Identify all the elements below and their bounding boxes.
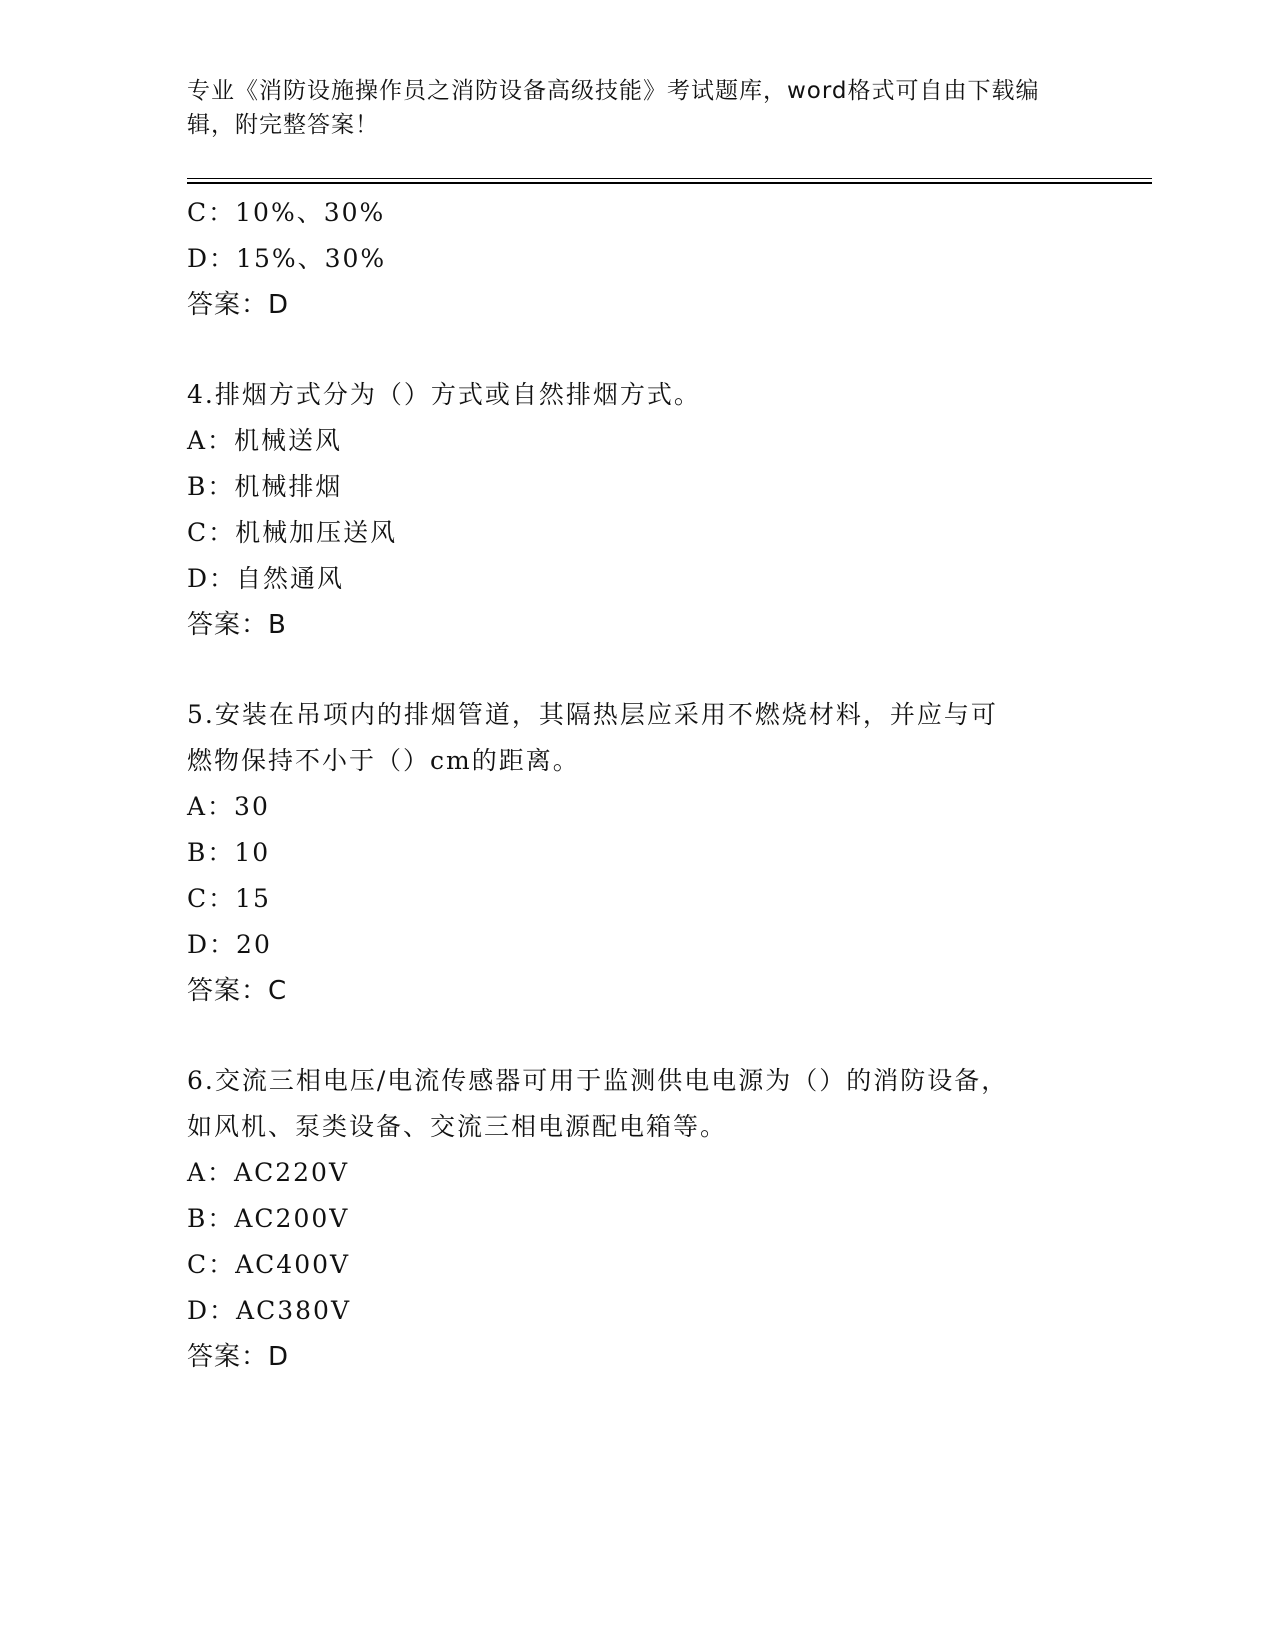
option-b: B：机械排烟 — [187, 472, 343, 501]
option-a: A：30 — [187, 792, 270, 821]
question-stem-line-1: 6.交流三相电压/电流传感器可用于监测供电电源为（）的消防设备， — [187, 1066, 1009, 1095]
option-c: C：15 — [187, 884, 271, 913]
question-stem-line-2: 如风机、泵类设备、交流三相电源配电箱等。 — [187, 1112, 728, 1141]
answer-text: 答案：D — [187, 290, 290, 320]
answer-text: 答案：C — [187, 976, 288, 1006]
option-c: C：AC400V — [187, 1250, 351, 1279]
option-b: B：10 — [187, 838, 271, 867]
question-partial — [187, 190, 1067, 328]
option-c: C：10%、30% — [187, 198, 386, 227]
option-d: D：20 — [187, 930, 272, 959]
option-d: D：AC380V — [187, 1296, 351, 1325]
option-d: D：15%、30% — [187, 244, 387, 273]
header-line-2: 辑，附完整答案！ — [187, 112, 379, 138]
question-stem-line-1: 5.安装在吊项内的排烟管道，其隔热层应采用不燃烧材料，并应与可 — [187, 700, 998, 729]
answer-text: 答案：B — [187, 610, 287, 640]
question-stem-line-2: 燃物保持不小于（）cm的距离。 — [187, 746, 580, 775]
question-stem: 4.排烟方式分为（）方式或自然排烟方式。 — [187, 380, 701, 409]
question-5 — [187, 692, 1067, 1014]
header-line-1: 专业《消防设施操作员之消防设备高级技能》考试题库，word格式可自由下载编 — [187, 78, 1040, 104]
document-header — [187, 74, 1067, 142]
question-4 — [187, 372, 1067, 648]
option-b: B：AC200V — [187, 1204, 350, 1233]
header-divider-thin — [187, 178, 1152, 179]
option-a: A：AC220V — [187, 1158, 350, 1187]
option-a: A：机械送风 — [187, 426, 343, 455]
option-d: D：自然通风 — [187, 564, 345, 593]
header-divider-thick — [187, 182, 1152, 184]
option-c: C：机械加压送风 — [187, 518, 398, 547]
question-list — [187, 190, 1067, 1380]
question-6 — [187, 1058, 1067, 1380]
answer-text: 答案：D — [187, 1342, 290, 1372]
